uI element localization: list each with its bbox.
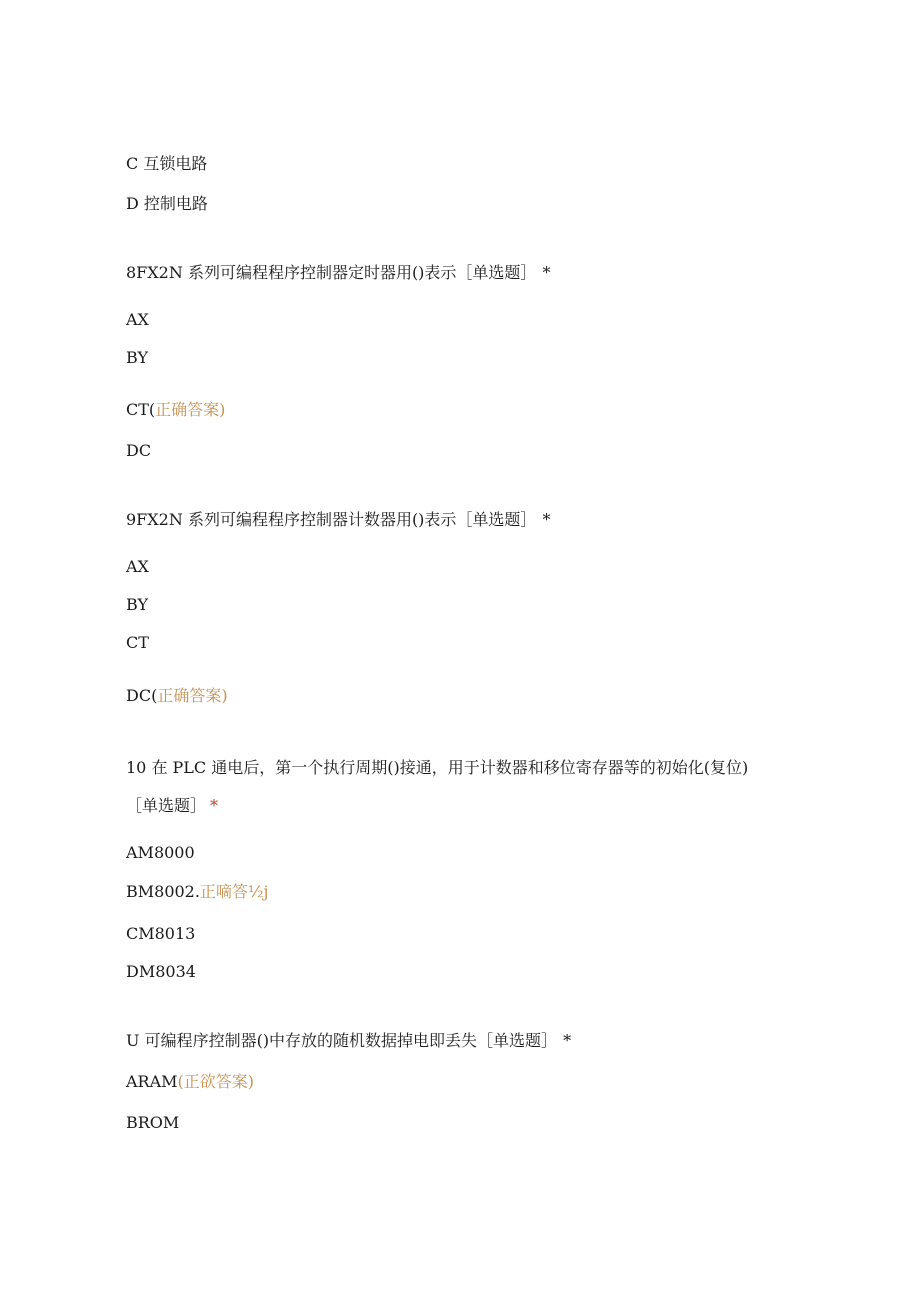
answer-option [126, 686, 228, 706]
option-text: DM8034 [126, 962, 196, 981]
option-text: DC [126, 441, 152, 460]
answer-option [126, 310, 149, 330]
question-text: U 可编程序控制器()中存放的随机数据掉电即丢失［单选题］ [126, 1031, 558, 1050]
option-text: CT( [126, 400, 156, 419]
question-title [126, 510, 550, 530]
option-text: CT [126, 633, 149, 652]
required-star: * [563, 1031, 572, 1050]
option-text: DC( [126, 686, 158, 705]
option-text: AX [126, 557, 149, 576]
option-text: D 控制电路 [126, 194, 208, 213]
option-text: ARAM [126, 1072, 178, 1091]
answer-option [126, 633, 149, 653]
question-text: ［单选题］ [126, 796, 207, 815]
answer-option [126, 882, 268, 902]
option-text: CM8013 [126, 924, 196, 943]
option-text: BY [126, 595, 149, 614]
answer-option [126, 400, 225, 420]
answer-option [126, 194, 208, 214]
question-title [126, 263, 550, 283]
question-text: 8FX2N 系列可编程程序控制器定时器用()表示［单选题］ [126, 263, 537, 282]
answer-option [126, 154, 207, 174]
answer-option [126, 595, 148, 615]
answer-option [126, 1113, 179, 1133]
answer-option [126, 441, 151, 461]
option-text: C 互锁电路 [126, 154, 208, 173]
required-star: * [210, 796, 219, 815]
option-text: AM8000 [126, 843, 195, 862]
correct-answer-marker: (正欲答案) [177, 1072, 255, 1091]
answer-option [126, 557, 149, 577]
question-title [126, 758, 748, 778]
correct-answer-marker: 正确答案) [155, 400, 226, 419]
question-text: 9FX2N 系列可编程程序控制器计数器用()表示［单选题］ [126, 510, 537, 529]
required-star: * [542, 510, 551, 529]
option-text: AX [126, 310, 149, 329]
option-text: BROM [126, 1113, 180, 1132]
correct-answer-marker: 正嘀答½j [199, 882, 269, 901]
correct-answer-marker: 正确答案) [157, 686, 228, 705]
option-text: BM8002. [126, 882, 200, 901]
question-text: 10 在 PLC 通电后，第一个执行周期()接通，用于计数器和移位寄存器等的初始化(复位) [126, 758, 749, 777]
answer-option [126, 348, 148, 368]
question-title [126, 1031, 571, 1051]
question-title [126, 796, 218, 816]
answer-option [126, 1072, 254, 1092]
required-star: * [542, 263, 551, 282]
answer-option [126, 924, 195, 944]
answer-option [126, 962, 196, 982]
answer-option [126, 843, 195, 863]
option-text: BY [126, 348, 149, 367]
